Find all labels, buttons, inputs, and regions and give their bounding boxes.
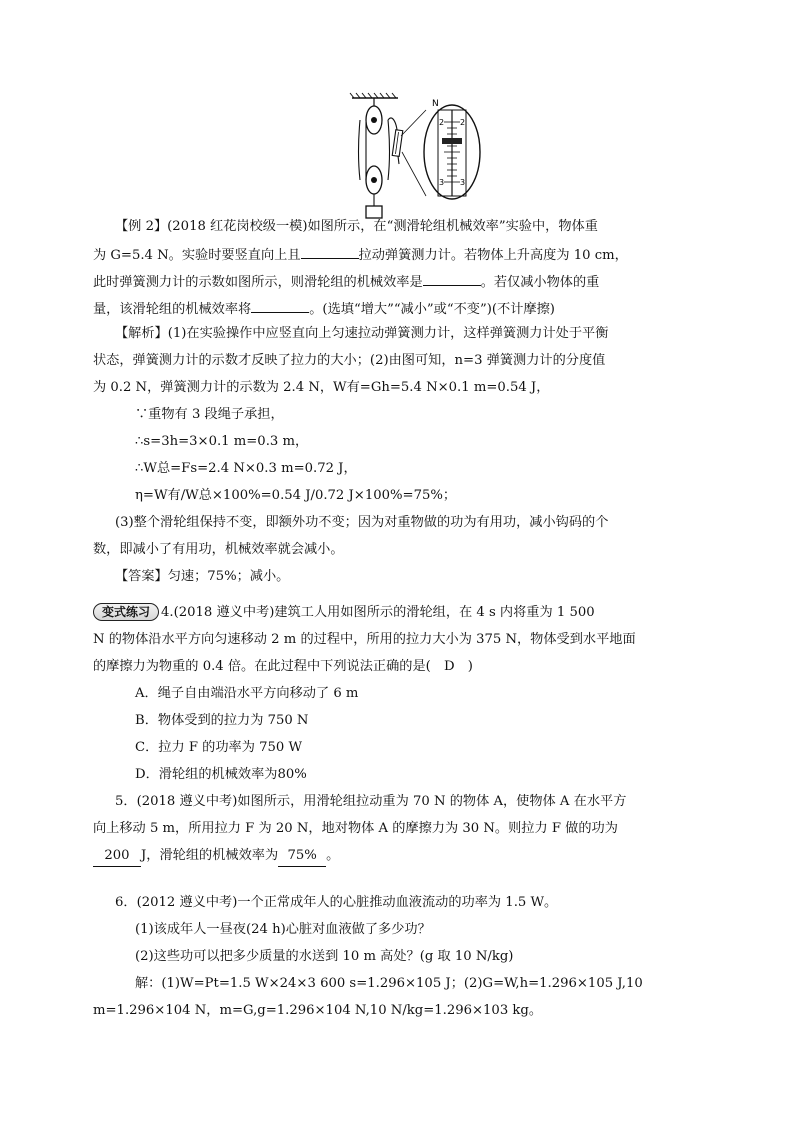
option-d: D．滑轮组的机械效率为80% <box>135 767 307 782</box>
example-text: 为 G=5.4 N。实验时要竖直向上且 <box>93 248 301 263</box>
question-5-line <box>93 846 800 867</box>
scale-label: 3 <box>439 178 445 187</box>
example-text: 量，该滑轮组的机械效率将 <box>93 302 252 317</box>
pulley-figure <box>340 92 500 222</box>
answer-line: 【答案】匀速；75%；减小。 <box>115 569 290 584</box>
question-6-line: (1)该成年人一昼夜(24 h)心脏对血液做了多少功？ <box>135 922 431 937</box>
example-line: 【例 2】(2018 红花岗校级一模)如图所示，在“测滑轮组机械效率”实验中，物体重 <box>115 219 598 234</box>
option-c: C．拉力 F 的功率为 750 W <box>135 740 303 755</box>
filled-answer: 200 <box>93 846 141 867</box>
question-text: J，滑轮组的机械效率为 <box>141 848 279 863</box>
analysis-line: 为 0.2 N，弹簧测力计的示数为 2.4 N，W有=Gh=5.4 N×0.1 m=0.54 J， <box>93 380 550 395</box>
analysis-line: ∵重物有 3 段绳子承担， <box>135 407 284 422</box>
analysis-line: (3)整个滑轮组保持不变，即额外功不变；因为对重物做的功为有用功，减小钩码的个 <box>115 515 609 530</box>
question-5-line: 向上移动 5 m，所用拉力 F 为 20 N，地对物体 A 的摩擦力为 30 N。则拉力 F 做的功为 <box>93 821 618 836</box>
question-4-line: N 的物体沿水平方向匀速移动 2 m 的过程中，所用的拉力大小为 375 N，物体受到水平地面 <box>93 632 636 647</box>
scale-label: 3 <box>460 178 466 187</box>
scale-label: 2 <box>439 118 445 127</box>
question-4-line <box>93 603 800 623</box>
question-4-line: 的摩擦力为物重的 0.4 倍。在此过程中下列说法正确的是( D ) <box>93 659 473 674</box>
question-5-line: 5．(2018 遵义中考)如图所示，用滑轮组拉动重为 70 N 的物体 A，使物体 A 在水平方 <box>115 794 627 809</box>
analysis-line: 状态，弹簧测力计的示数才反映了拉力的大小；(2)由图可知，n=3 弹簧测力计的分度值 <box>93 353 606 368</box>
analysis-line: η=W有/W总×100%=0.54 J/0.72 J×100%=75%； <box>135 488 457 503</box>
example-text: 此时弹簧测力计的示数如图所示，则滑轮组的机械效率是 <box>93 275 423 290</box>
answer-blank[interactable] <box>301 244 359 259</box>
solution-line: 解：(1)W=Pt=1.5 W×24×3 600 s=1.296×105 J；(2)G=W,h=1.296×105 J,10 <box>135 976 643 991</box>
filled-answer: 75% <box>278 846 326 867</box>
example-text: 拉动弹簧测力计。若物体上升高度为 10 cm， <box>358 248 628 263</box>
analysis-line: 数，即减小了有用功，机械效率就会减小。 <box>93 542 344 557</box>
analysis-line: ∴W总=Fs=2.4 N×0.3 m=0.72 J， <box>135 461 357 476</box>
variant-practice-badge: 变式练习 <box>93 603 159 621</box>
example-text: 。(选填“增大”“减小”或“不变”)(不计摩擦) <box>309 302 555 317</box>
option-a: A．绳子自由端沿水平方向移动了 6 m <box>135 686 359 701</box>
analysis-line: ∴s=3h=3×0.1 m=0.3 m， <box>135 434 309 449</box>
option-b: B．物体受到的拉力为 750 N <box>135 713 309 728</box>
solution-line: m=1.296×104 N，m=G,g=1.296×104 N,10 N/kg=1.296×103 kg。 <box>93 1003 543 1018</box>
example-line <box>93 271 800 293</box>
example-line <box>93 298 800 320</box>
analysis-line: 【解析】(1)在实验操作中应竖直向上匀速拉动弹簧测力计，这样弹簧测力计处于平衡 <box>115 326 609 341</box>
answer-blank[interactable] <box>251 298 309 313</box>
unit-label-n: N <box>432 99 439 109</box>
scale-label: 2 <box>460 118 466 127</box>
question-text: 。 <box>326 848 340 863</box>
example-line <box>93 244 800 266</box>
answer-blank[interactable] <box>423 271 481 286</box>
example-text: 。若仅减小物体的重 <box>480 275 600 290</box>
question-6-line: (2)这些功可以把多少质量的水送到 10 m 高处？(g 取 10 N/kg) <box>135 949 514 964</box>
question-text: 4.(2018 遵义中考)建筑工人用如图所示的滑轮组，在 4 s 内将重为 1 500 <box>161 605 595 620</box>
question-6-line: 6．(2012 遵义中考)一个正常成年人的心脏推动血液流动的功率为 1.5 W。 <box>115 895 558 910</box>
